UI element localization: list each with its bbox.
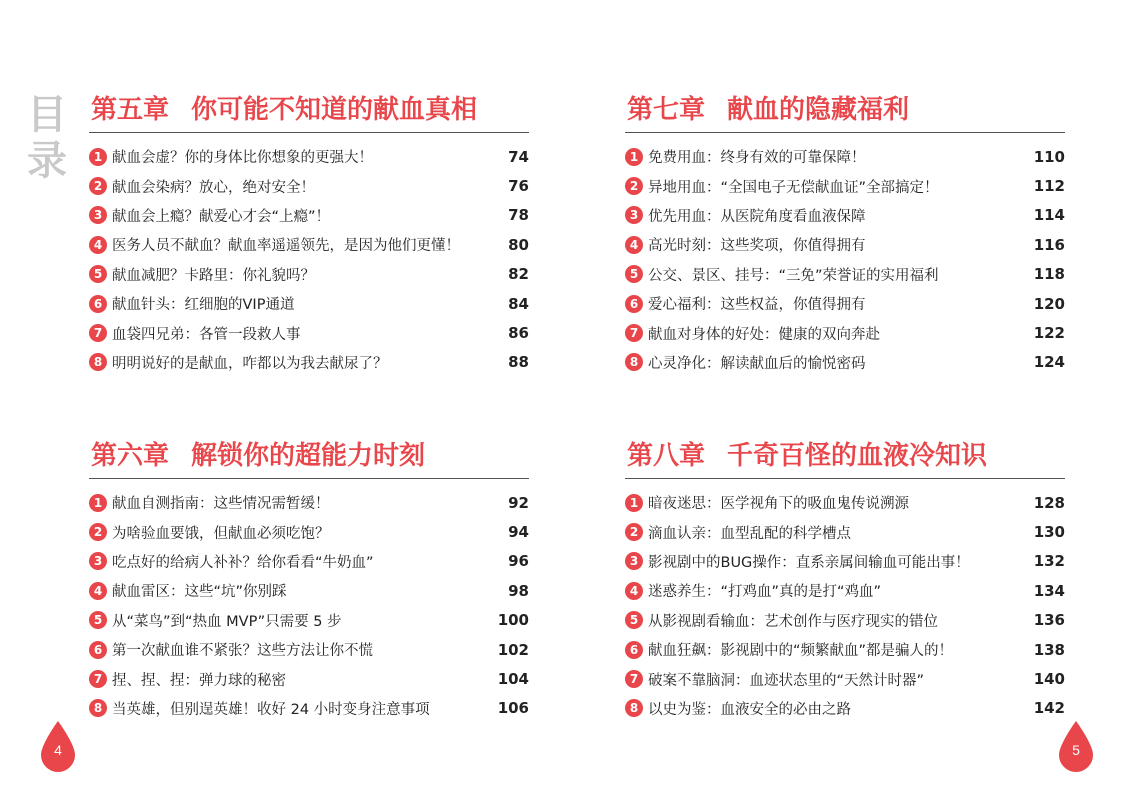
entry-page: 94 bbox=[508, 523, 529, 542]
chapter-title[interactable] bbox=[625, 88, 1065, 133]
entry-page: 80 bbox=[508, 235, 529, 254]
chapter-5-section bbox=[89, 88, 529, 377]
chapter-number: 第八章 bbox=[627, 441, 706, 471]
toc-list bbox=[89, 142, 529, 377]
entry-title: 爱心福利：这些权益，你值得拥有 bbox=[648, 297, 866, 314]
entry-title: 影视剧中的BUG操作：直系亲属间输血可能出事！ bbox=[648, 554, 970, 571]
entry-title: 破案不靠脑洞：血迹状态里的“天然计时器” bbox=[648, 672, 925, 689]
entry-title: 献血会染病？放心，绝对安全！ bbox=[112, 179, 315, 196]
entry-title: 血袋四兄弟：各管一段救人事 bbox=[112, 326, 301, 343]
entry-page: 84 bbox=[508, 294, 529, 313]
toc-entry[interactable] bbox=[625, 635, 1065, 664]
toc-entry[interactable] bbox=[625, 230, 1065, 259]
entry-page: 116 bbox=[1033, 235, 1065, 254]
item-number-badge: 1 bbox=[625, 494, 643, 512]
entry-title: 心灵净化：解读献血后的愉悦密码 bbox=[648, 355, 866, 372]
toc-entry[interactable] bbox=[89, 201, 529, 230]
entry-title: 优先用血：从医院角度看血液保障 bbox=[648, 208, 866, 225]
entry-title: 献血针头：红细胞的VIP通道 bbox=[112, 297, 295, 314]
entry-title: 高光时刻：这些奖项，你值得拥有 bbox=[648, 238, 866, 255]
toc-entry[interactable] bbox=[625, 576, 1065, 605]
entry-page: 142 bbox=[1033, 699, 1065, 718]
entry-title: 异地用血：“全国电子无偿献血证”全部搞定！ bbox=[648, 179, 939, 196]
entry-title: 献血自测指南：这些情况需暂缓！ bbox=[112, 496, 330, 513]
chapter-title[interactable] bbox=[89, 434, 529, 479]
item-number-badge: 8 bbox=[89, 699, 107, 717]
entry-page: 140 bbox=[1033, 670, 1065, 689]
toc-list bbox=[625, 488, 1065, 723]
page-number-left bbox=[39, 720, 77, 774]
entry-page: 134 bbox=[1033, 581, 1065, 600]
toc-entry[interactable] bbox=[625, 488, 1065, 517]
entry-title: 迷惑养生：“打鸡血”真的是打“鸡血” bbox=[648, 584, 882, 601]
chapter-name: 献血的隐藏福利 bbox=[727, 95, 910, 125]
item-number-badge: 2 bbox=[89, 177, 107, 195]
entry-page: 78 bbox=[508, 206, 529, 225]
contents-title-char: 目 bbox=[27, 92, 67, 138]
item-number-badge: 5 bbox=[625, 611, 643, 629]
entry-page: 136 bbox=[1033, 611, 1065, 630]
entry-title: 献血会上瘾？献爱心才会“上瘾”！ bbox=[112, 208, 331, 225]
entry-title: 献血减肥？卡路里：你礼貌吗？ bbox=[112, 267, 315, 284]
item-number-badge: 4 bbox=[625, 582, 643, 600]
toc-entry[interactable] bbox=[625, 260, 1065, 289]
chapter-title[interactable] bbox=[89, 88, 529, 133]
chapter-number: 第五章 bbox=[91, 95, 170, 125]
toc-list bbox=[625, 142, 1065, 377]
toc-entry[interactable] bbox=[625, 289, 1065, 318]
item-number-badge: 1 bbox=[89, 148, 107, 166]
toc-entry[interactable] bbox=[89, 635, 529, 664]
entry-title: 捏、捏、捏：弹力球的秘密 bbox=[112, 672, 286, 689]
entry-page: 104 bbox=[497, 670, 529, 689]
item-number-badge: 5 bbox=[625, 265, 643, 283]
toc-entry[interactable] bbox=[89, 547, 529, 576]
item-number-badge: 4 bbox=[89, 236, 107, 254]
toc-entry[interactable] bbox=[89, 348, 529, 377]
toc-entry[interactable] bbox=[625, 142, 1065, 171]
toc-entry[interactable] bbox=[89, 171, 529, 200]
item-number-badge: 7 bbox=[625, 670, 643, 688]
item-number-badge: 6 bbox=[89, 641, 107, 659]
item-number-badge: 6 bbox=[89, 295, 107, 313]
toc-entry[interactable] bbox=[625, 517, 1065, 546]
item-number-badge: 4 bbox=[625, 236, 643, 254]
entry-page: 88 bbox=[508, 353, 529, 372]
entry-title: 当英雄，但别逞英雄！收好 24 小时变身注意事项 bbox=[112, 701, 430, 718]
contents-title-char: 录 bbox=[27, 138, 67, 184]
entry-page: 96 bbox=[508, 552, 529, 571]
entry-title: 献血雷区：这些“坑”你别踩 bbox=[112, 584, 287, 601]
entry-title: 以史为鉴：血液安全的必由之路 bbox=[648, 701, 851, 718]
contents-title bbox=[24, 92, 70, 184]
toc-entry[interactable] bbox=[89, 142, 529, 171]
toc-entry[interactable] bbox=[89, 664, 529, 693]
entry-title: 为啥验血要饿，但献血必须吃饱？ bbox=[112, 525, 330, 542]
item-number-badge: 3 bbox=[89, 206, 107, 224]
toc-entry[interactable] bbox=[625, 606, 1065, 635]
chapter-title[interactable] bbox=[625, 434, 1065, 479]
entry-page: 130 bbox=[1033, 523, 1065, 542]
entry-page: 98 bbox=[508, 581, 529, 600]
entry-page: 114 bbox=[1033, 206, 1065, 225]
item-number-badge: 2 bbox=[89, 523, 107, 541]
item-number-badge: 8 bbox=[625, 353, 643, 371]
toc-list bbox=[89, 488, 529, 723]
item-number-badge: 1 bbox=[89, 494, 107, 512]
item-number-badge: 3 bbox=[89, 552, 107, 570]
toc-entry[interactable] bbox=[625, 664, 1065, 693]
entry-page: 82 bbox=[508, 265, 529, 284]
page-number: 4 bbox=[54, 742, 62, 758]
entry-title: 献血会虚？你的身体比你想象的更强大！ bbox=[112, 150, 373, 167]
chapter-8-section bbox=[625, 434, 1065, 723]
entry-page: 74 bbox=[508, 147, 529, 166]
chapter-7-section bbox=[625, 88, 1065, 377]
entry-title: 免费用血：终身有效的可靠保障！ bbox=[648, 150, 866, 167]
item-number-badge: 8 bbox=[89, 353, 107, 371]
toc-entry[interactable] bbox=[89, 260, 529, 289]
entry-title: 暗夜迷思：医学视角下的吸血鬼传说溯源 bbox=[648, 496, 909, 513]
toc-entry[interactable] bbox=[89, 694, 529, 723]
item-number-badge: 3 bbox=[625, 206, 643, 224]
item-number-badge: 1 bbox=[625, 148, 643, 166]
toc-entry[interactable] bbox=[89, 318, 529, 347]
chapter-name: 千奇百怪的血液冷知识 bbox=[727, 441, 988, 471]
toc-entry[interactable] bbox=[89, 230, 529, 259]
entry-page: 122 bbox=[1033, 324, 1065, 343]
toc-entry[interactable] bbox=[89, 576, 529, 605]
chapter-name: 你可能不知道的献血真相 bbox=[191, 95, 478, 125]
page-number-right bbox=[1057, 720, 1095, 774]
entry-title: 从“菜鸟”到“热血 MVP”只需要 5 步 bbox=[112, 613, 342, 630]
entry-page: 106 bbox=[497, 699, 529, 718]
chapter-number: 第七章 bbox=[627, 95, 706, 125]
item-number-badge: 6 bbox=[625, 641, 643, 659]
entry-page: 120 bbox=[1033, 294, 1065, 313]
toc-entry[interactable] bbox=[625, 171, 1065, 200]
toc-entry[interactable] bbox=[625, 694, 1065, 723]
toc-entry[interactable] bbox=[625, 547, 1065, 576]
item-number-badge: 5 bbox=[89, 611, 107, 629]
item-number-badge: 5 bbox=[89, 265, 107, 283]
entry-title: 医务人员不献血？献血率遥遥领先，是因为他们更懂！ bbox=[112, 238, 460, 255]
chapter-number: 第六章 bbox=[91, 441, 170, 471]
toc-entry[interactable] bbox=[89, 289, 529, 318]
entry-page: 128 bbox=[1033, 493, 1065, 512]
item-number-badge: 3 bbox=[625, 552, 643, 570]
toc-entry[interactable] bbox=[89, 517, 529, 546]
entry-title: 从影视剧看输血：艺术创作与医疗现实的错位 bbox=[648, 613, 938, 630]
entry-title: 献血狂飙：影视剧中的“频繁献血”都是骗人的！ bbox=[648, 643, 954, 660]
item-number-badge: 7 bbox=[625, 324, 643, 342]
entry-page: 138 bbox=[1033, 640, 1065, 659]
entry-title: 献血对身体的好处：健康的双向奔赴 bbox=[648, 326, 880, 343]
item-number-badge: 4 bbox=[89, 582, 107, 600]
entry-page: 124 bbox=[1033, 353, 1065, 372]
toc-entry[interactable] bbox=[625, 348, 1065, 377]
entry-page: 132 bbox=[1033, 552, 1065, 571]
entry-page: 86 bbox=[508, 324, 529, 343]
entry-title: 第一次献血谁不紧张？这些方法让你不慌 bbox=[112, 643, 373, 660]
entry-page: 102 bbox=[497, 640, 529, 659]
entry-page: 100 bbox=[497, 611, 529, 630]
toc-entry[interactable] bbox=[89, 488, 529, 517]
item-number-badge: 2 bbox=[625, 523, 643, 541]
entry-page: 110 bbox=[1033, 147, 1065, 166]
page-number: 5 bbox=[1072, 742, 1080, 758]
entry-title: 吃点好的给病人补补？给你看看“牛奶血” bbox=[112, 554, 374, 571]
entry-page: 92 bbox=[508, 493, 529, 512]
toc-entry[interactable] bbox=[625, 201, 1065, 230]
entry-title: 明明说好的是献血，咋都以为我去献尿了？ bbox=[112, 355, 388, 372]
item-number-badge: 7 bbox=[89, 324, 107, 342]
chapter-6-section bbox=[89, 434, 529, 723]
item-number-badge: 6 bbox=[625, 295, 643, 313]
entry-title: 滴血认亲：血型乱配的科学槽点 bbox=[648, 525, 851, 542]
item-number-badge: 8 bbox=[625, 699, 643, 717]
entry-title: 公交、景区、挂号：“三免”荣誉证的实用福利 bbox=[648, 267, 939, 284]
item-number-badge: 7 bbox=[89, 670, 107, 688]
item-number-badge: 2 bbox=[625, 177, 643, 195]
toc-entry[interactable] bbox=[89, 606, 529, 635]
toc-entry[interactable] bbox=[625, 318, 1065, 347]
chapter-name: 解锁你的超能力时刻 bbox=[191, 441, 426, 471]
entry-page: 76 bbox=[508, 177, 529, 196]
entry-page: 118 bbox=[1033, 265, 1065, 284]
entry-page: 112 bbox=[1033, 177, 1065, 196]
